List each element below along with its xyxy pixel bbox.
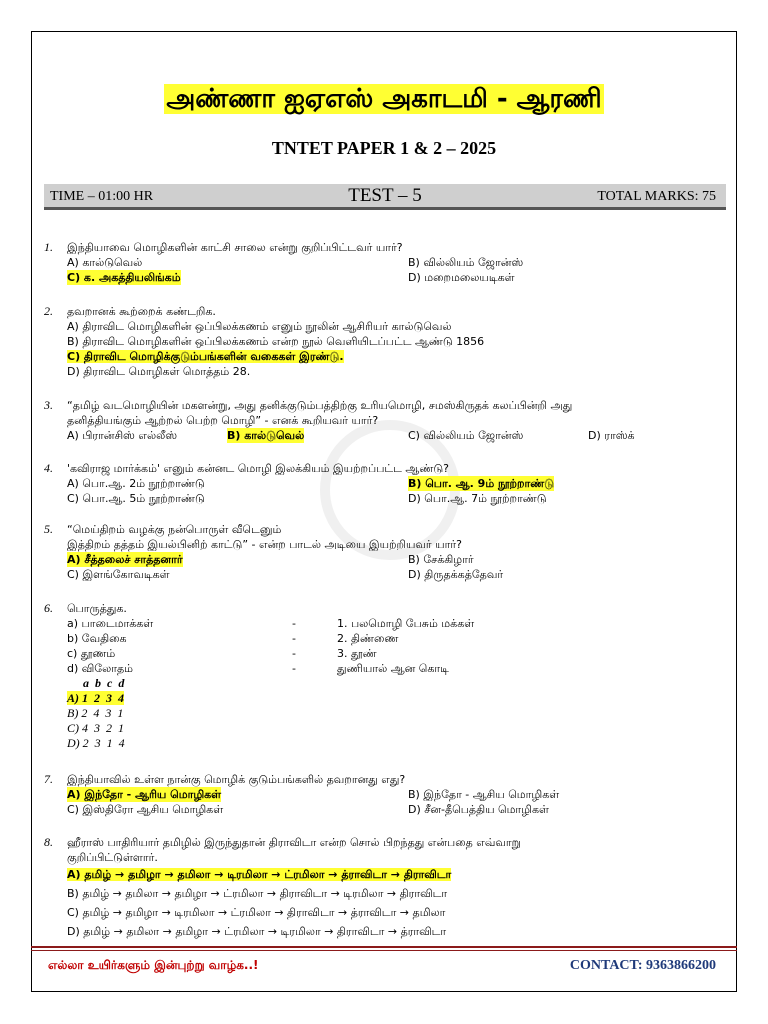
option-b-answer: B) கால்டுவெல் [227, 429, 305, 442]
question-number: 5. [44, 522, 53, 536]
question-number: 7. [44, 772, 53, 786]
question-text: “மெய்திறம் வழக்கு நன்பொருள் வீடெனும் [67, 523, 282, 536]
answer-a-correct: A) 1 2 3 4 [67, 691, 124, 705]
option-d: D) மறைமலையடிகள் [408, 271, 515, 284]
match-left-a: a) பாடைமாக்கள் [67, 617, 154, 630]
option-d: D) ராஸ்க் [588, 429, 635, 442]
question-text: 'கவிராஜ மார்க்கம்' எனும் கன்னட மொழி இலக்கியம் இயற்றப்பட்ட ஆண்டு? [67, 462, 449, 475]
question-number: 1. [44, 240, 53, 254]
question-text: பொருத்துக. [67, 602, 127, 615]
match-right-4: துணியால் ஆன கொடி [337, 662, 449, 675]
dash: - [292, 617, 296, 630]
question-number: 6. [44, 601, 53, 615]
option-c: C) இஸ்திரோ ஆசிய மொழிகள் [67, 803, 224, 816]
option-a: A) பிரான்சிஸ் எல்லீஸ் [67, 429, 178, 442]
question-number: 2. [44, 304, 53, 318]
marks-label: TOTAL MARKS: 75 [597, 189, 716, 204]
chain-c: C) தமிழ் → தமிழா → டிரமிலா → ட்ரமிலா → திராவிடா → த்ராவிடா → தமிலா [67, 906, 446, 919]
question-number: 4. [44, 461, 53, 475]
page-title: அண்ணா ஐஏஎஸ் அகாடமி - ஆரணி [166, 84, 602, 114]
question-text: இந்தியாவை மொழிகளின் காட்சி சாலை என்று குறிப்பிட்டவர் யார்? [67, 241, 403, 254]
match-right-1: 1. பலமொழி பேசும் மக்கள் [337, 617, 475, 630]
chain-b: B) தமிழ் → தமிலா → தமிழா → ட்ரமிலா → திராவிடா → டிரமிலா → திராவிடா [67, 887, 448, 900]
answer-c: C) 4 3 2 1 [67, 721, 124, 735]
answer-header: a b c d [83, 676, 125, 690]
option-a-answer: A) இந்தோ - ஆரிய மொழிகள் [67, 788, 222, 801]
option-a: A) பொ.ஆ. 2ம் நூற்றாண்டு [67, 477, 205, 490]
option-a-answer: A) சீத்தலைச் சாத்தனார் [67, 553, 183, 566]
dash: - [292, 662, 296, 675]
question-text: தவறானக் கூற்றைக் கண்டறிக. [67, 305, 216, 318]
question-text: இந்தியாவில் உள்ள நான்கு மொழிக் குடும்பங்களில் தவறானது எது? [67, 773, 406, 786]
dash: - [292, 632, 296, 645]
option-c-answer: C) க. அகத்தியலிங்கம் [67, 271, 181, 284]
option-c: C) இளங்கோவடிகள் [67, 568, 170, 581]
option-b: B) வில்லியம் ஜோன்ஸ் [408, 256, 524, 269]
footer-contact: CONTACT: 9363866200 [569, 958, 716, 973]
chain-a-answer: A) தமிழ் → தமிழா → தமிலா → டிரமிலா → ட்ரமிலா → த்ராவிடா → திராவிடா [67, 868, 452, 881]
time-label: TIME – 01:00 HR [50, 189, 154, 204]
option-b: B) இந்தோ - ஆசிய மொழிகள் [408, 788, 560, 801]
page-title-wrap [0, 84, 768, 117]
option-c: C) வில்லியம் ஜோன்ஸ் [408, 429, 524, 442]
page-subtitle: TNTET PAPER 1 & 2 – 2025 [271, 138, 497, 158]
option-c: C) பொ.ஆ. 5ம் நூற்றாண்டு [67, 492, 205, 505]
statement-c-answer: C) திராவிட மொழிக்குடும்பங்களின் வகைகள் இரண்டு. [67, 350, 344, 363]
option-b: B) சேக்கிழார் [408, 553, 474, 566]
question-number: 3. [44, 398, 53, 412]
footer-motto: எல்லா உயிர்களும் இன்புற்று வாழ்க..! [48, 958, 259, 972]
question-text-2: இத்திறம் தத்தம் இயல்பினிற் காட்டு” - என்ற பாடல் அடியை இயற்றியவர் யார்? [67, 538, 462, 551]
option-d: D) சீன-தீபெத்திய மொழிகள் [408, 803, 549, 816]
statement-b: B) திராவிட மொழிகளின் ஒப்பிலக்கணம் என்ற நூல் வெளியிடப்பட்ட ஆண்டு 1856 [67, 335, 485, 348]
chain-d: D) தமிழ் → தமிலா → தமிழா → ட்ரமிலா → டிரமிலா → திராவிடா → த்ராவிடா [67, 925, 447, 938]
question-text-2: தனித்தியங்கும் ஆற்றல் பெற்ற மொழி” - எனக் கூறியவர் யார்? [67, 414, 379, 427]
match-left-c: c) தூணம் [67, 647, 116, 660]
statement-a: A) திராவிட மொழிகளின் ஒப்பிலக்கணம் எனும் நூலின் ஆசிரியர் கால்டுவெல் [67, 320, 452, 333]
footer-divider-thin [31, 950, 737, 951]
answer-d: D) 2 3 1 4 [67, 736, 125, 750]
match-left-b: b) வேதிகை [67, 632, 127, 645]
option-d: D) பொ.ஆ. 7ம் நூற்றாண்டு [408, 492, 547, 505]
match-left-d: d) விலோதம் [67, 662, 133, 675]
question-text: ஹீராஸ் பாதிரியார் தமிழில் இருந்துதான் திராவிடா என்ற சொல் பிறந்தது என்பதை எவ்வாறு [67, 836, 521, 849]
question-text-2: குறிப்பிட்டுள்ளார். [67, 851, 158, 864]
option-d: D) திருதக்கத்தேவர் [408, 568, 504, 581]
option-a: A) கால்டுவெல் [67, 256, 143, 269]
match-right-3: 3. தூண் [337, 647, 377, 660]
option-b-answer: B) பொ. ஆ. 9ம் நூற்றாண்டு [408, 477, 555, 490]
statement-d: D) திராவிட மொழிகள் மொத்தம் 28. [67, 365, 251, 378]
dash: - [292, 647, 296, 660]
test-label: TEST – 5 [348, 185, 422, 206]
answer-b: B) 2 4 3 1 [67, 706, 124, 720]
footer-divider [31, 946, 737, 948]
question-text: “தமிழ் வடமொழியின் மகளன்று, அது தனிக்குடும்பத்திற்கு உரியமொழி, சமஸ்கிருதக் கலப்பின்றி அது [67, 399, 573, 412]
question-number: 8. [44, 835, 53, 849]
match-right-2: 2. திண்ணை [337, 632, 399, 645]
info-bar [44, 184, 726, 210]
